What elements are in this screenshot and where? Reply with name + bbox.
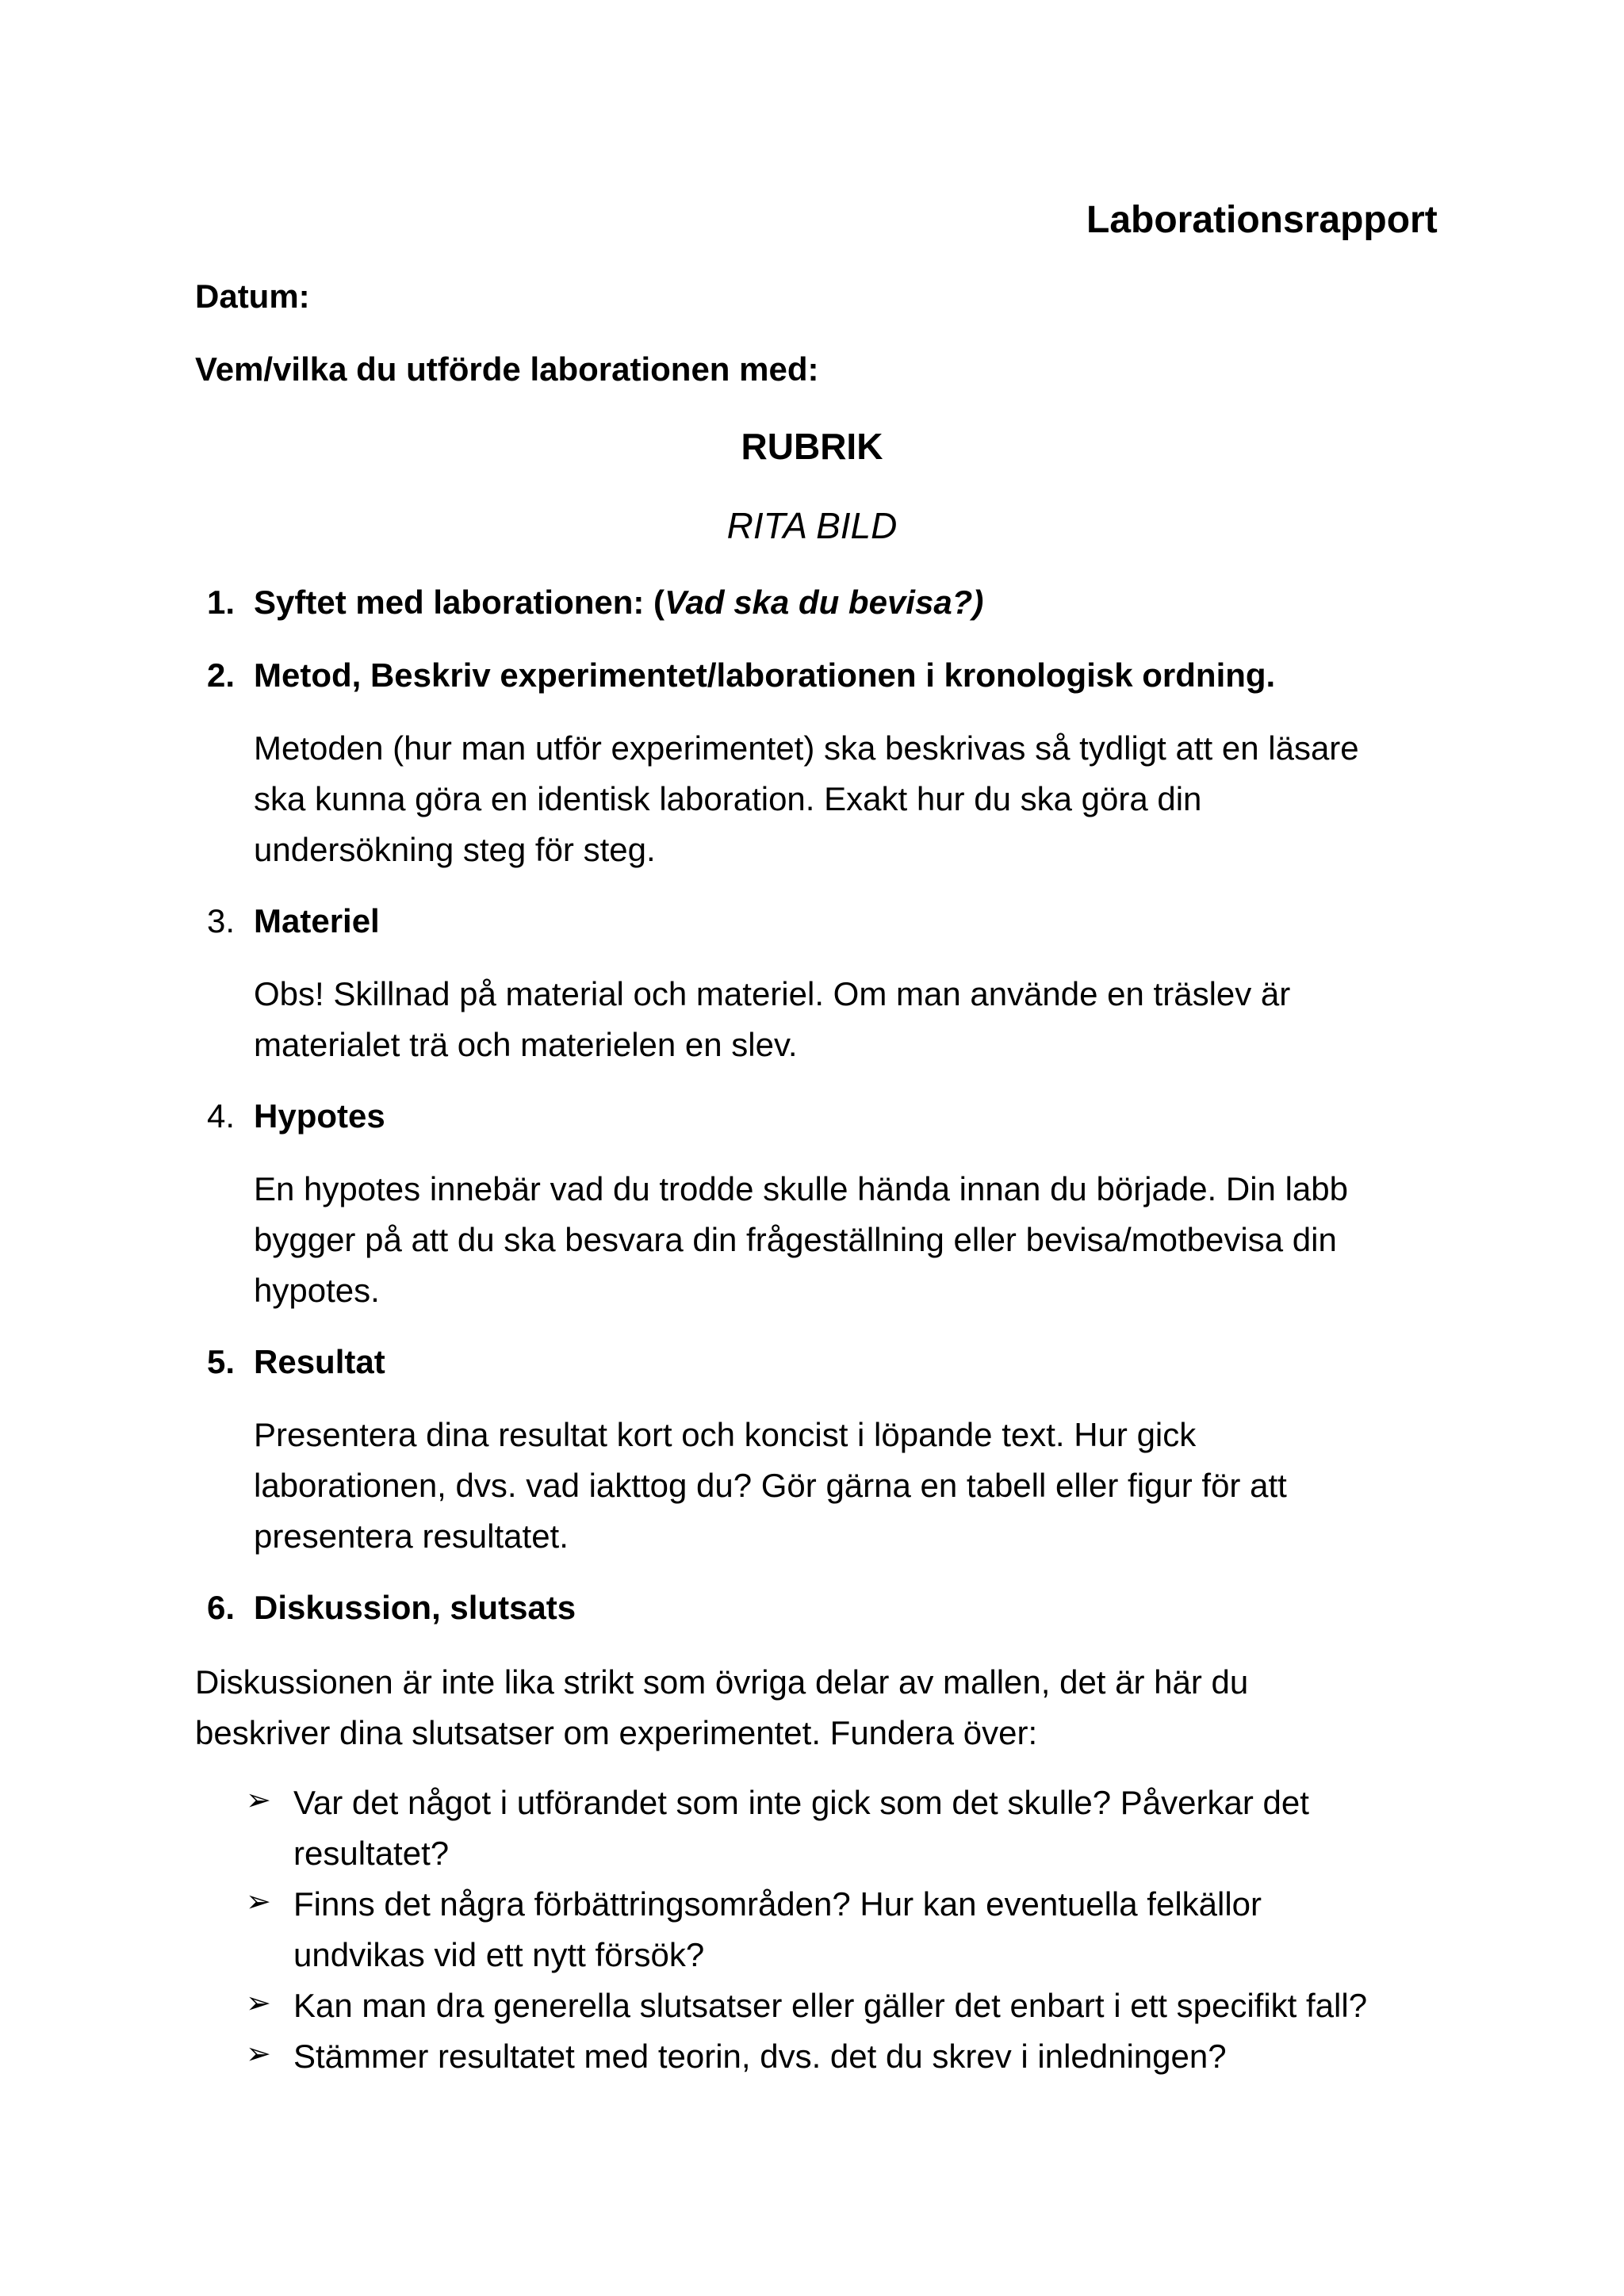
section-number-6: 6.: [206, 1589, 235, 1626]
document-title: Laborationsrapport: [1086, 199, 1438, 241]
arrowhead-bullet-icon: ➢: [246, 1987, 271, 2020]
discussion-bullet-line: Kan man dra generella slutsatser eller gäller det enbart i ett specifikt fall?: [293, 1987, 1368, 2024]
discussion-bullet-line: undvikas vid ett nytt försök?: [293, 1936, 705, 1973]
discussion-intro-line: Diskussionen är inte lika strikt som övriga delar av mallen, det är här du: [195, 1663, 1249, 1701]
section-body-5-line: Presentera dina resultat kort och koncist i löpande text. Hur gick: [254, 1416, 1197, 1453]
section-body-5-line: laborationen, dvs. vad iakttog du? Gör gärna en tabell eller figur för att: [254, 1467, 1287, 1504]
discussion-bullet-line: Finns det några förbättringsområden? Hur kan eventuella felkällor: [293, 1885, 1262, 1923]
section-title-5: Resultat: [254, 1343, 385, 1380]
arrowhead-bullet-icon: ➢: [246, 1784, 271, 1817]
discussion-bullet-line: Stämmer resultatet med teorin, dvs. det du skrev i inledningen?: [293, 2038, 1227, 2075]
section-body-5-line: presentera resultatet.: [254, 1517, 569, 1555]
section-body-4: [254, 1164, 1459, 1316]
section-title-1-italic: Vad ska du bevisa?): [665, 584, 984, 621]
section-body-2-line: undersökning steg för steg.: [254, 831, 656, 868]
section-body-2-line: Metoden (hur man utför experimentet) ska beskrivas så tydligt att en läsare: [254, 729, 1359, 767]
discussion-bullet-2: [293, 1879, 1483, 1980]
arrowhead-bullet-icon: ➢: [246, 1885, 271, 1919]
section-number-3: 3.: [206, 902, 235, 939]
partners-label: Vem/vilka du utförde laborationen med:: [195, 350, 819, 388]
discussion-bullet-3: [293, 1980, 1515, 2031]
section-body-5: [254, 1410, 1459, 1562]
discussion-intro-line: beskriver dina slutsatser om experimentet. Fundera över:: [195, 1714, 1038, 1751]
discussion-bullet-line: Var det något i utförandet som inte gick som det skulle? Påverkar det: [293, 1784, 1309, 1821]
section-body-2-line: ska kunna göra en identisk laboration. Exakt hur du ska göra din: [254, 780, 1202, 817]
section-body-3: [254, 969, 1459, 1070]
draw-picture-instruction: RITA BILD: [726, 505, 898, 546]
section-title-3: Materiel: [254, 902, 380, 939]
section-number-1: 1.: [206, 584, 235, 621]
section-number-4: 4.: [206, 1097, 235, 1135]
arrowhead-bullet-icon: ➢: [246, 2038, 271, 2071]
section-number-2: 2.: [206, 656, 235, 694]
section-title-4: Hypotes: [254, 1097, 385, 1135]
date-label: Datum:: [195, 277, 310, 315]
section-body-3-line: materialet trä och materielen en slev.: [254, 1026, 798, 1063]
discussion-intro: [195, 1657, 1464, 1758]
section-title-6: Diskussion, slutsats: [254, 1589, 576, 1626]
discussion-bullet-line: resultatet?: [293, 1835, 450, 1872]
section-title-1-text: Syftet med laborationen: (: [254, 584, 665, 621]
discussion-bullet-1: [293, 1777, 1483, 1879]
section-title-2: Metod, Beskriv experimentet/laborationen i kronologisk ordning.: [254, 656, 1276, 694]
section-body-4-line: bygger på att du ska besvara din frågeställning eller bevisa/motbevisa din: [254, 1221, 1337, 1258]
section-number-5: 5.: [206, 1343, 235, 1380]
section-body-4-line: En hypotes innebär vad du trodde skulle hända innan du började. Din labb: [254, 1170, 1348, 1207]
section-title-1: [254, 584, 983, 622]
report-heading: RUBRIK: [741, 426, 883, 467]
section-body-2: [254, 723, 1459, 875]
section-body-3-line: Obs! Skillnad på material och materiel. Om man använde en träslev är: [254, 975, 1291, 1012]
section-body-4-line: hypotes.: [254, 1272, 380, 1309]
discussion-bullet-4: [293, 2031, 1483, 2082]
